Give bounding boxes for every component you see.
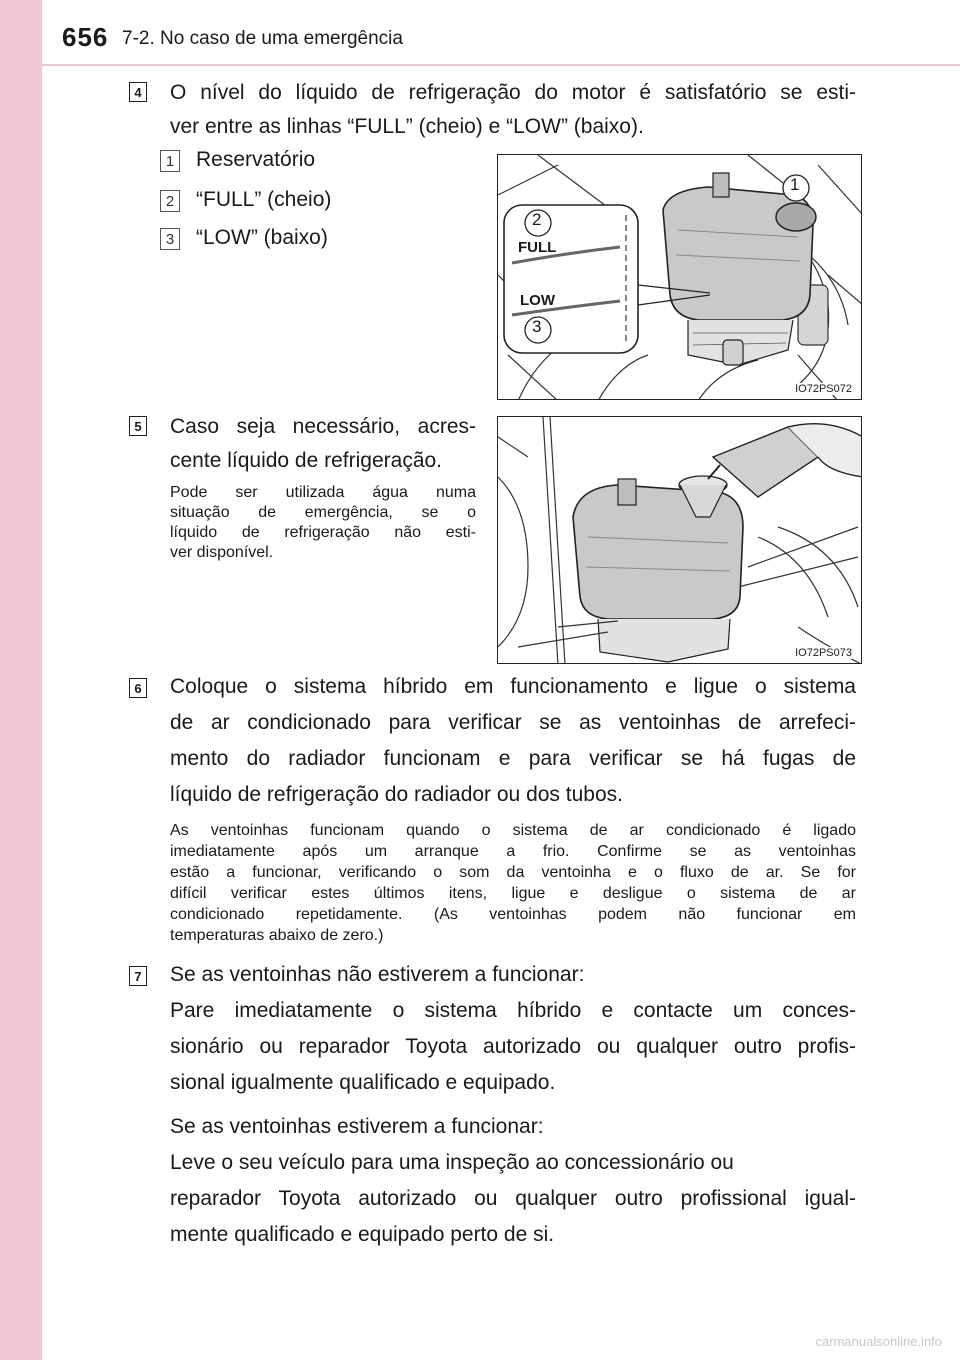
step-5-line-1: Caso seja necessário, acres- (170, 415, 476, 438)
section-title: 7-2. No caso de uma emergência (122, 28, 403, 49)
step-7-line-b2: Leve o seu veículo para uma inspeção ao concessionário ou (170, 1151, 734, 1174)
step-7-marker: 7 (129, 966, 147, 986)
step-4-marker: 4 (129, 82, 147, 102)
full-mark-label: FULL (518, 239, 557, 256)
figure-marker-1: 1 (790, 175, 800, 194)
side-stripe (0, 0, 42, 1360)
step-6-line-2: de ar condicionado para verificar se as ventoinhas de arrefeci- (170, 711, 856, 734)
step-7-line-a3: sionário ou reparador Toyota autorizado ou qualquer outro profis- (170, 1035, 856, 1058)
step-4-line-1: O nível do líquido de refrigeração do motor é satisfatório se esti- (170, 81, 856, 104)
callout-2-label: “FULL” (cheio) (196, 188, 332, 211)
callout-3-marker: 3 (160, 228, 180, 250)
step-7-line-b4: mente qualificado e equipado perto de si. (170, 1223, 555, 1246)
figure-code: IO72PS072 (792, 383, 855, 395)
figure-marker-3: 3 (532, 317, 542, 336)
step-6-note-5: condicionado repetidamente. (As ventoinhas podem não funcionar em (170, 906, 856, 923)
step-6-line-4: líquido de refrigeração do radiador ou dos tubos. (170, 783, 623, 806)
figure-code: IO72PS073 (792, 647, 855, 659)
step-5-line-2: cente líquido de refrigeração. (170, 449, 443, 472)
step-6-line-1: Coloque o sistema híbrido em funcionamento e ligue o sistema (170, 675, 856, 698)
step-6-marker: 6 (129, 678, 147, 698)
step-6-note-6: temperaturas abaixo de zero.) (170, 927, 384, 944)
step-7-line-b3: reparador Toyota autorizado ou qualquer outro profissional igual- (170, 1187, 856, 1210)
callout-1-marker: 1 (160, 150, 180, 172)
step-6-note-2: imediatamente após um arranque a frio. Confirme se as ventoinhas (170, 843, 856, 860)
step-5-note-1: Pode ser utilizada água numa (170, 484, 476, 501)
callout-3-label: “LOW” (baixo) (196, 226, 328, 249)
low-mark-label: LOW (520, 292, 555, 309)
page-number: 656 (62, 22, 109, 52)
step-6-line-3: mento do radiador funcionam e para verificar se há fugas de (170, 747, 856, 770)
step-5-note-2: situação de emergência, se o (170, 504, 476, 521)
figure-marker-2: 2 (532, 210, 542, 229)
watermark: carmanualsonline.info (815, 1334, 942, 1349)
step-6-note-4: difícil verificar estes últimos itens, ligue e desligue o sistema de ar (170, 885, 856, 902)
step-7-line-a2: Pare imediatamente o sistema híbrido e contacte um conces- (170, 999, 856, 1022)
reservoir-illustration (498, 155, 862, 400)
refill-illustration (498, 417, 862, 664)
step-5-note-3: líquido de refrigeração não esti- (170, 524, 476, 541)
step-7-line-a4: sional igualmente qualificado e equipado. (170, 1071, 556, 1094)
step-5-note-4: ver disponível. (170, 544, 274, 561)
step-6-note-3: estão a funcionar, verificando o som da ventoinha e o fluxo de ar. Se for (170, 864, 856, 881)
refill-coolant-figure (497, 416, 862, 664)
header-rule (42, 64, 960, 66)
step-7-line-b1: Se as ventoinhas estiverem a funcionar: (170, 1115, 544, 1138)
callout-2-marker: 2 (160, 190, 180, 212)
coolant-reservoir-figure (497, 154, 862, 400)
step-5-marker: 5 (129, 416, 147, 436)
step-7-line-a1: Se as ventoinhas não estiverem a funcionar: (170, 963, 585, 986)
step-6-note-1: As ventoinhas funcionam quando o sistema de ar condicionado é ligado (170, 822, 856, 839)
callout-1-label: Reservatório (196, 148, 316, 171)
step-4-line-2: ver entre as linhas “FULL” (cheio) e “LOW” (baixo). (170, 115, 644, 138)
